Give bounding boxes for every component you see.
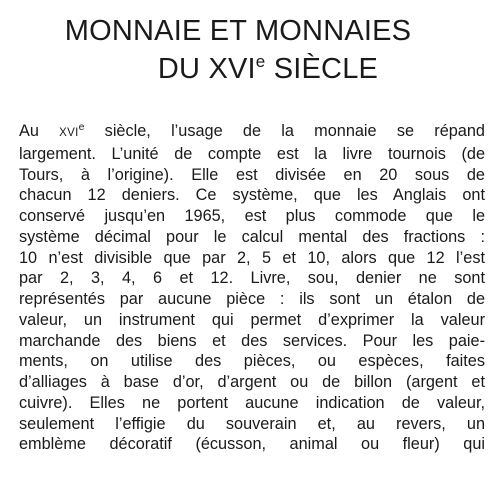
text-line: conservé jusqu’en 1965, est plus commode que le <box>19 207 485 225</box>
text-line: chacun 12 deniers. Ce système, que les Anglais ont <box>19 186 485 205</box>
text-line: valeur, un instrument qui permet d’exprimer la valeur <box>19 310 485 329</box>
text-line: Tours, à l’origine). Elle est divisée en 20 sous de <box>19 165 485 184</box>
title-line-2 <box>66 50 470 88</box>
text-line <box>19 121 485 144</box>
text-line: d’alliages à base d’or, d’argent ou de billon (argent et <box>19 373 485 391</box>
text-line-end: siècle, l’usage de la monnaie se répand <box>84 122 485 140</box>
title-line-2-start: DU XVI <box>157 53 256 85</box>
century-smallcaps: XVI <box>59 127 79 139</box>
title-line-2-end: SIÈCLE <box>265 53 379 85</box>
page-title <box>0 12 470 88</box>
text-line: emblème décoratif (écusson, animal ou fleur) qui <box>19 435 485 454</box>
text-line: par 2, 3, 4, 6 et 12. Livre, sou, denier ne sont <box>19 269 485 288</box>
text-line: système décimal pour le calcul mental des fractions : <box>19 227 485 246</box>
body-paragraph <box>19 121 485 455</box>
text-line: ments, on utilise des pièces, ou espèces, faites <box>19 352 485 371</box>
text-line: seulement l’effigie du souverain et, au revers, un <box>19 414 485 433</box>
text-line: 10 n’est divisible que par 2, 5 et 10, alors que 12 l’est <box>19 248 485 267</box>
text-line: représentés par aucune pièce : ils sont un étalon de <box>19 290 485 308</box>
text-line: marchande des biens et des services. Pour les paie- <box>19 331 485 350</box>
text-line: cuivre). Elles ne portent aucune indication de valeur, <box>19 393 485 412</box>
title-line-1: MONNAIE ET MONNAIES <box>64 15 412 47</box>
text-line: largement. L’unité de compte est la livre tournois (de <box>19 144 485 163</box>
title-superscript: e <box>255 52 266 71</box>
text-line-start: Au <box>19 122 60 140</box>
century-superscript: e <box>78 121 85 133</box>
